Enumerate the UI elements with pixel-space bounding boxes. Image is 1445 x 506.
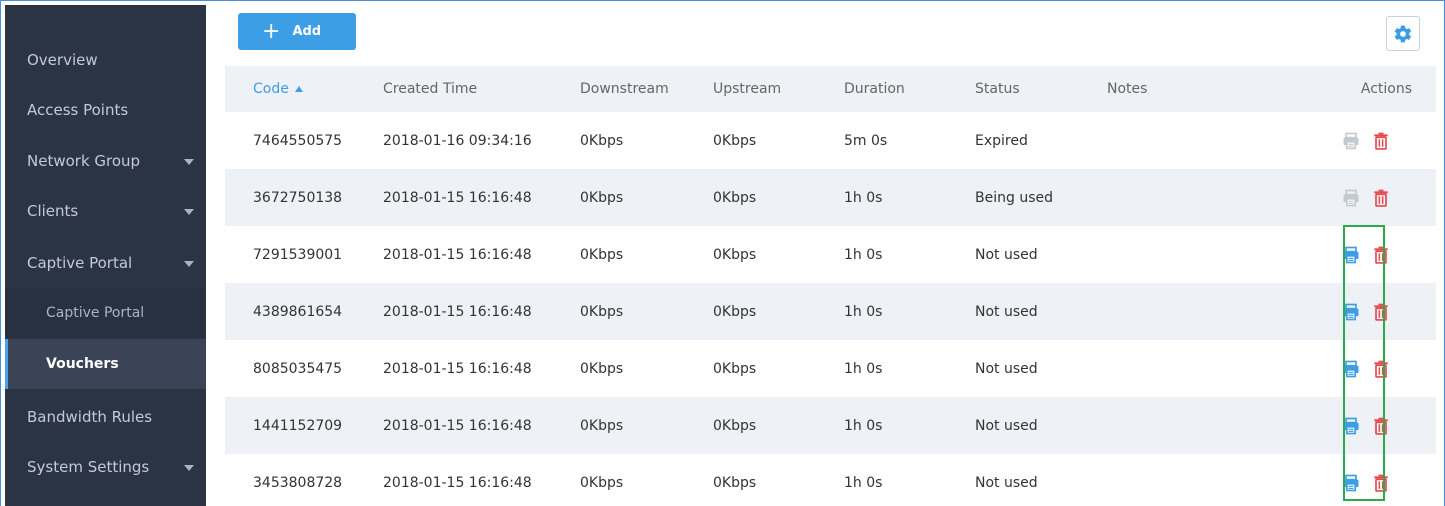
sidebar-item-label: Captive Portal — [27, 254, 133, 272]
cell-duration: 1h 0s — [844, 417, 883, 434]
sidebar-subitem-label: Vouchers — [46, 356, 119, 372]
sidebar-item-label: System Settings — [27, 458, 150, 476]
sidebar-item-clients[interactable] — [5, 186, 206, 236]
sidebar-item-label: Clients — [27, 202, 79, 220]
cell-duration: 1h 0s — [844, 246, 883, 263]
cell-code: 8085035475 — [253, 360, 343, 377]
cell-created-time: 2018-01-15 16:16:48 — [383, 303, 532, 320]
row-actions — [1340, 169, 1392, 226]
table-row — [225, 397, 1436, 454]
cell-code: 7291539001 — [253, 246, 343, 263]
printer-icon — [1340, 187, 1362, 209]
sidebar-subitem-vouchers[interactable] — [5, 339, 206, 389]
cell-upstream: 0Kbps — [713, 303, 757, 320]
column-header-label: Code — [253, 81, 289, 97]
cell-code: 3453808728 — [253, 474, 343, 491]
table-row — [225, 454, 1436, 506]
cell-created-time: 2018-01-15 16:16:48 — [383, 246, 532, 263]
cell-upstream: 0Kbps — [713, 189, 757, 206]
sidebar-item-label: Bandwidth Rules — [27, 408, 153, 426]
print-actions-highlight — [1343, 225, 1385, 501]
cell-upstream: 0Kbps — [713, 246, 757, 263]
cell-created-time: 2018-01-16 09:34:16 — [383, 132, 532, 149]
cell-downstream: 0Kbps — [580, 474, 624, 491]
chevron-down-icon — [184, 261, 194, 267]
cell-status: Not used — [975, 474, 1038, 491]
table-row — [225, 283, 1436, 340]
gear-icon — [1393, 24, 1413, 44]
sidebar-item-system-settings[interactable] — [5, 442, 206, 492]
cell-created-time: 2018-01-15 16:16:48 — [383, 360, 532, 377]
cell-duration: 1h 0s — [844, 189, 883, 206]
column-header-upstream: Upstream — [713, 81, 782, 97]
row-actions — [1340, 112, 1392, 169]
sidebar-item-bandwidth-rules[interactable] — [5, 392, 206, 442]
sidebar-subitem-label: Captive Portal — [46, 305, 145, 321]
cell-downstream: 0Kbps — [580, 246, 624, 263]
cell-code: 1441152709 — [253, 417, 343, 434]
cell-downstream: 0Kbps — [580, 189, 624, 206]
cell-created-time: 2018-01-15 16:16:48 — [383, 189, 532, 206]
cell-created-time: 2018-01-15 16:16:48 — [383, 417, 532, 434]
chevron-down-icon — [184, 209, 194, 215]
sidebar-item-captive-portal[interactable] — [5, 238, 206, 288]
cell-status: Not used — [975, 360, 1038, 377]
vouchers-table — [225, 66, 1436, 506]
sidebar-item-label: Network Group — [27, 152, 141, 170]
cell-upstream: 0Kbps — [713, 474, 757, 491]
cell-duration: 1h 0s — [844, 303, 883, 320]
cell-code: 4389861654 — [253, 303, 343, 320]
column-header-actions: Actions — [1360, 81, 1412, 97]
table-row — [225, 340, 1436, 397]
cell-duration: 5m 0s — [844, 132, 888, 149]
cell-status: Being used — [975, 189, 1053, 206]
plus-icon: + — [262, 18, 281, 44]
sidebar-item-network-group[interactable] — [5, 136, 206, 186]
cell-code: 3672750138 — [253, 189, 343, 206]
cell-code: 7464550575 — [253, 132, 343, 149]
cell-status: Not used — [975, 417, 1038, 434]
column-header-downstream: Downstream — [580, 81, 669, 97]
table-row — [225, 169, 1436, 226]
cell-upstream: 0Kbps — [713, 132, 757, 149]
sidebar-item-access-points[interactable] — [5, 85, 206, 135]
sidebar-item-label: Overview — [27, 51, 98, 69]
table-header-row — [225, 66, 1436, 112]
sort-ascending-icon — [295, 86, 303, 92]
sidebar — [5, 5, 206, 506]
chevron-down-icon — [184, 159, 194, 165]
table-row — [225, 112, 1436, 169]
cell-downstream: 0Kbps — [580, 303, 624, 320]
settings-button[interactable] — [1386, 16, 1420, 51]
cell-downstream: 0Kbps — [580, 417, 624, 434]
table-body — [225, 112, 1436, 506]
chevron-down-icon — [184, 465, 194, 471]
add-button-label: Add — [292, 24, 322, 39]
printer-icon — [1340, 130, 1362, 152]
cell-upstream: 0Kbps — [713, 360, 757, 377]
sidebar-subitem-captive-portal[interactable] — [5, 288, 206, 338]
cell-created-time: 2018-01-15 16:16:48 — [383, 474, 532, 491]
column-header-created-time: Created Time — [383, 81, 478, 97]
column-header-duration: Duration — [844, 81, 905, 97]
column-header-status: Status — [975, 81, 1020, 97]
sidebar-item-overview[interactable] — [5, 35, 206, 85]
cell-duration: 1h 0s — [844, 474, 883, 491]
trash-icon[interactable] — [1370, 187, 1392, 209]
cell-upstream: 0Kbps — [713, 417, 757, 434]
add-button[interactable] — [238, 13, 356, 50]
cell-downstream: 0Kbps — [580, 132, 624, 149]
cell-duration: 1h 0s — [844, 360, 883, 377]
cell-downstream: 0Kbps — [580, 360, 624, 377]
sidebar-item-label: Access Points — [27, 101, 129, 119]
cell-status: Expired — [975, 132, 1028, 149]
table-row — [225, 226, 1436, 283]
main-content — [206, 5, 1441, 506]
column-header-code[interactable] — [253, 66, 303, 112]
cell-status: Not used — [975, 303, 1038, 320]
cell-status: Not used — [975, 246, 1038, 263]
trash-icon[interactable] — [1370, 130, 1392, 152]
column-header-notes: Notes — [1107, 81, 1148, 97]
